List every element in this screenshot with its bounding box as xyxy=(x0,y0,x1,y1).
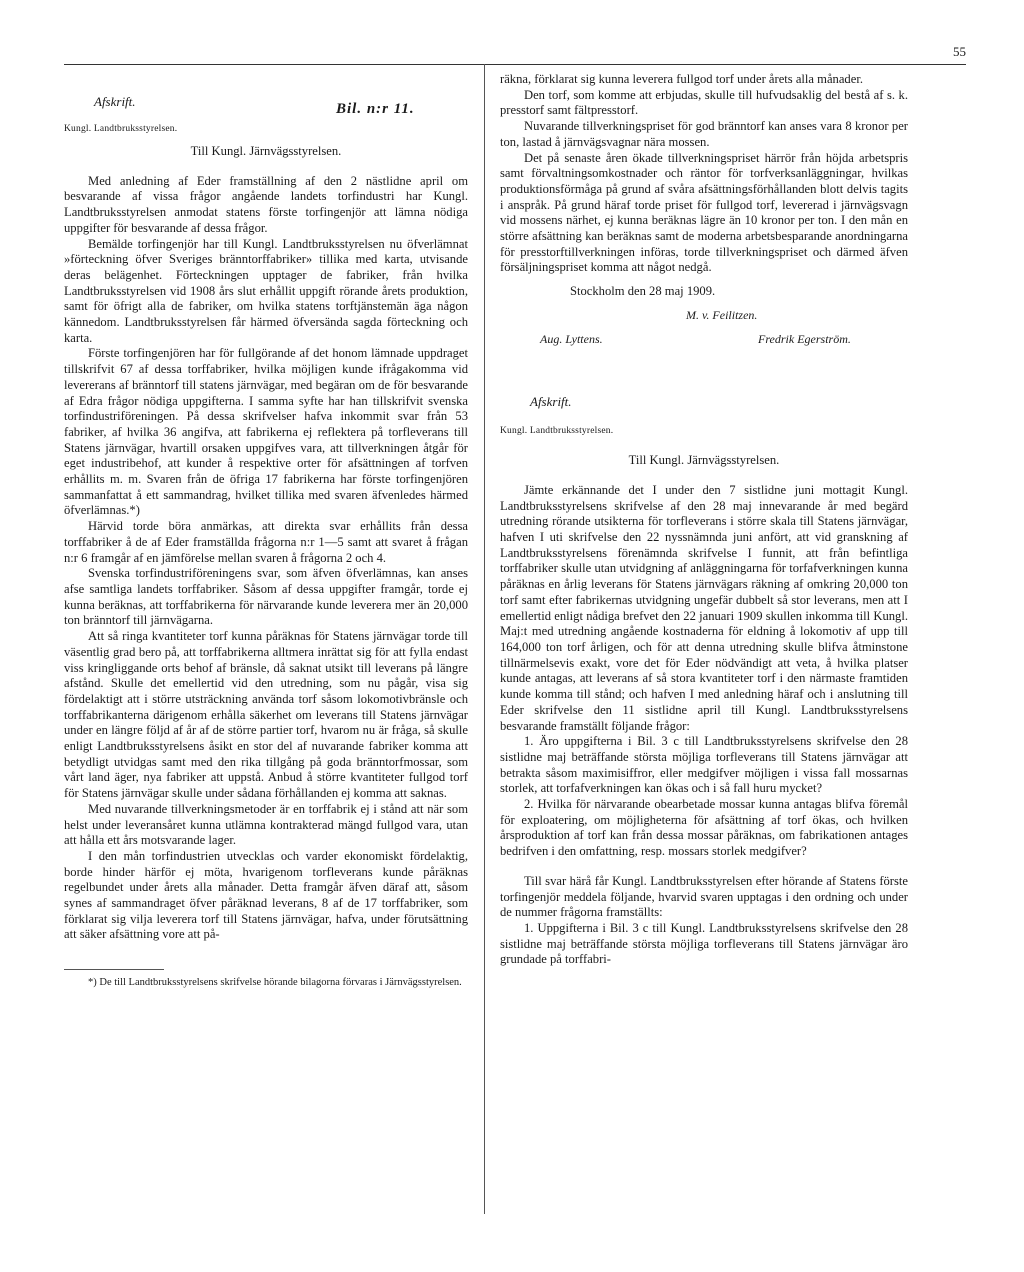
paragraph: Bemälde torfingenjör har till Kungl. Landtbruksstyrelsen nu öfverlämnat »förteckning öfver Sveriges bränntorffabriker» tillika med karta, utvisande deras belägenhet. Förteckningen upptager de fabriker, från hvilka Landtbruksstyrelsen vid 1908 års slut erhållit uppgift rörande årets produktion, samt för öfrigt alla de fabriker, om hvilka statens torftjänstemän äga någon kännedom. Landtbruksstyrelsen får härmed öfversända sagda förteckning och karta. xyxy=(64,236,468,345)
paragraph: Det på senaste åren ökade tillverkningspriset härrör från höjda arbetspris samt förvaltningsomkostnader och räntor för torfverksanläggningar, hvilkas produktionsförmåga på grund af svåra afsättningsförhållanden blott delvis tagits i anspråk. På grund häraf torde priset för fullgod torf, levererad i järnvägsvagn vid mossens närhet, ej kunna beräknas lägre än 10 kronor per ton. I den mån en större afsättning kan beräknas samt de moderna arbetsbesparande anordningarna för presstorftillverkningen införas, torde tillverkningspriset och därmed äfven försäljningspriset komma att något nedgå. xyxy=(500,150,908,275)
signature-left: Aug. Lyttens. xyxy=(540,331,603,346)
issuer-label: Kungl. Landtbruksstyrelsen. xyxy=(500,425,614,436)
left-column xyxy=(64,72,468,989)
signature-chief-row xyxy=(500,308,908,324)
paragraph: Jämte erkännande det I under den 7 sistlidne juni mottagit Kungl. Landtbruksstyrelsens skrifvelse af den 28 maj innevarande år med begärd utredning rörande utsikterna för torfleverans i större skala till Statens järnvägar, hafven I uti skrifvelse den 22 nyssnämnda juni anfört, att vid granskning af Landtbruksstyrelsens förenämnda skrifvelse I funnit, att från befintliga torffabriker skulle utan utvidgning af anläggningarna för torfafverkningen kunna påräknas en årlig leverans för Statens järnvägars räkning af omkring 20,000 ton torf samt efter fabrikernas utvidgning ungefär dubbelt så stor leverans, men att I emellertid enligt nådiga brefvet den 22 januari 1909 skullen inkomma till Kungl. Maj:t med utredning angående kostnaderna för eldning å lokomotiv af upp till 164,000 ton torf årligen, och för att denna utredning skulle blifva åtminstone tillnärmelsevis exakt, vore det för Eder nödvändigt att veta, å hvilka platser kunde antagas, att leverans af så stora kvantiteter torf i den närmaste framtiden kunde komma till stånd; och hafven I med anledning häraf och i anslutning till Eder skrifvelse den 11 sistlidne april till Kungl. Landtbruksstyrelsens besvarande framställt följande frågor: xyxy=(500,482,908,733)
question-2: 2. Hvilka för närvarande obearbetade mossar kunna antagas blifva föremål för exploatering, om möjligheterna för afsättning af torf ökas, och hvilken årsproduktion af torf kan från dessa mossar påräknas, om fabrikationen antages bedrifven i den omfattning, resp. mossars storlek medgifver? xyxy=(500,797,908,859)
paragraph: Med anledning af Eder framställning af den 2 nästlidne april om besvarande af vissa frågor angående landets torfindustri har Kungl. Landtbruksstyrelsen anmodat statens förste torfingenjör att lämna nödiga uppgifter för besvarande af dessa frågor. xyxy=(64,173,468,235)
signature-right: Fredrik Egerström. xyxy=(758,331,851,346)
header-rule xyxy=(64,64,966,65)
place-date: Stockholm den 28 maj 1909. xyxy=(570,284,716,299)
paragraph: Att så ringa kvantiteter torf kunna påräknas för Statens järnvägar torde till väsentlig grad bero på, att torffabrikerna alltmera inrättat sig för att fylla endast viss kringliggande orts behof af bränsle, då saknat utsikt till leverans på längre afstånd. Skulle det emellertid vid den utredning, som nu pågår, visa sig fördelaktigt att i större utsträckning använda torf såsom lokomotivbränsle och torffabrikanterna därigenom erhålla säkerhet om leverans till Statens järnvägar under en längre följd af år af de större partier torf, hvarom nu är fråga, så skulle enligt Landtbruksstyrelsens åsikt en stor del af nuvarande fabriker komma att betydligt utvidgas samt med den rika tillgång på goda bränntorfmossar, som vårt land äger, nya fabriker att uppstå. Anbud å större kvantiteter fullgod torf för Statens järnvägar skulle under sådana förhållanden ej komma att saknas. xyxy=(64,629,468,801)
afskrift-label: Afskrift. xyxy=(530,393,572,409)
paragraph: Med nuvarande tillverkningsmetoder är en torffabrik ej i stånd att när som helst under leveransåret kunna utlämna kontrakterad mängd fullgod vara, utan att hålla ett års motsvarande lager. xyxy=(64,801,468,848)
answer-1: 1. Uppgifterna i Bil. 3 c till Kungl. Landtbruksstyrelsens skrifvelse den 28 sistlidne maj beträffande största möjliga torfleverans till Statens järnvägar äro grundade på torffabri- xyxy=(500,920,908,967)
paragraph: Den torf, som komme att erbjudas, skulle till hufvudsaklig del bestå af s. k. presstorf samt fältpresstorf. xyxy=(500,87,908,118)
paragraph: I den mån torfindustrien utvecklas och varder ekonomiskt fördelaktig, borde hinder härför ej möta, hvarigenom torfleverans kunde påräknas regelbundet under årets alla månader. Detta framgår äfven däraf att, såsom synes af sammandraget öfver påräknad leverans, 8 af de 17 torffabriker, som förklarat sig vilja leverera torf till Statens järnvägar, hafva, under förutsättning att säker afsättning vore att på- xyxy=(64,848,468,942)
signature-chief: M. v. Feilitzen. xyxy=(686,307,758,322)
paragraph: Nuvarande tillverkningspriset för god bränntorf kan anses vara 8 kronor per ton, lastad å järnvägsvagnar nära mossen. xyxy=(500,119,908,149)
page-number: 55 xyxy=(953,44,966,59)
question-1: 1. Äro uppgifterna i Bil. 3 c till Landtbruksstyrelsens skrifvelse den 28 sistlidne maj beträffande största möjliga torfleverans till Statens järnvägar att betrakta såsom maximisiffror, eller medgifver möjligen i vissa fall mossarnas storlek, att torfafverkningen kan ökas och i så fall huru mycket? xyxy=(500,734,908,796)
addressee: Till Kungl. Järnvägsstyrelsen. xyxy=(190,144,342,158)
paragraph: Härvid torde böra anmärkas, att direkta svar erhållits från dessa torffabriker å de af Eder framställda frågorna n:r 1—5 samt att svaret å frågan n:r 6 framgår af en jämförelse mellan svaren å frågorna 2 och 4. xyxy=(64,519,468,565)
paragraph: Till svar härå får Kungl. Landtbruksstyrelsen efter hörande af Statens förste torfingenjör meddela följande, hvarvid svaren upptagas i den ordning och under de nummer frågorna framställts: xyxy=(500,873,908,920)
paragraph: räkna, förklarat sig kunna leverera fullgod torf under årets alla månader. xyxy=(500,72,863,86)
right-column xyxy=(500,72,908,968)
paragraph: Förste torfingenjören har för fullgörande af det honom lämnade uppdraget tillskrifvit 67 af dessa torffabriker, hvilka möjligen kunde ifrågakomma vid levererans af bränntorf till statens järnvägar, med begäran om de för besvarande af Edra frågor nödiga uppgifterna. I samma syfte har han tillskrifvit svenska torfindustriföreningen. På dessa skrifvelser hafva inkommit svar från 53 fabriker, af hvilka 36 angifva, att fabrikerna ej reflektera på torfleverans till Statens järnvägar, hvartill orsaken uppgifves vara, att tillverkningen åtgår för eget industribehof, att kunder å respektive orter för afsättningen af torfven erhållits m. m. Svaren från de öfriga 17 fabrikerna har förste torfingenjören sammanfattat å ett sammandrag, hvilket tillika med svaren äfvenledes härmed öfverlämnas.*) xyxy=(64,346,468,518)
letter-header xyxy=(64,72,468,134)
column-divider xyxy=(484,64,485,1214)
paragraph: Svenska torfindustriföreningens svar, som äfven öfverlämnas, kan anses afse samtliga landets torffabriker. Såsom af dessa uppgifter framgår, torde ej kunna beräknas, att torffabrikerna för närvarande kunde leverera mer än 20,000 ton bränntorf till järnvägarna. xyxy=(64,566,468,628)
addressee: Till Kungl. Järnvägsstyrelsen. xyxy=(628,453,780,468)
appendix-number: Bil. n:r 11. xyxy=(336,101,415,117)
signature-row xyxy=(500,332,908,348)
footnote-rule xyxy=(64,969,164,970)
afskrift-label: Afskrift. xyxy=(94,94,136,109)
issuer-label: Kungl. Landtbruksstyrelsen. xyxy=(64,124,178,134)
footnote: *) De till Landtbruksstyrelsens skrifvelse hörande bilagorna förvaras i Järnvägsstyrelsen. xyxy=(88,977,462,989)
